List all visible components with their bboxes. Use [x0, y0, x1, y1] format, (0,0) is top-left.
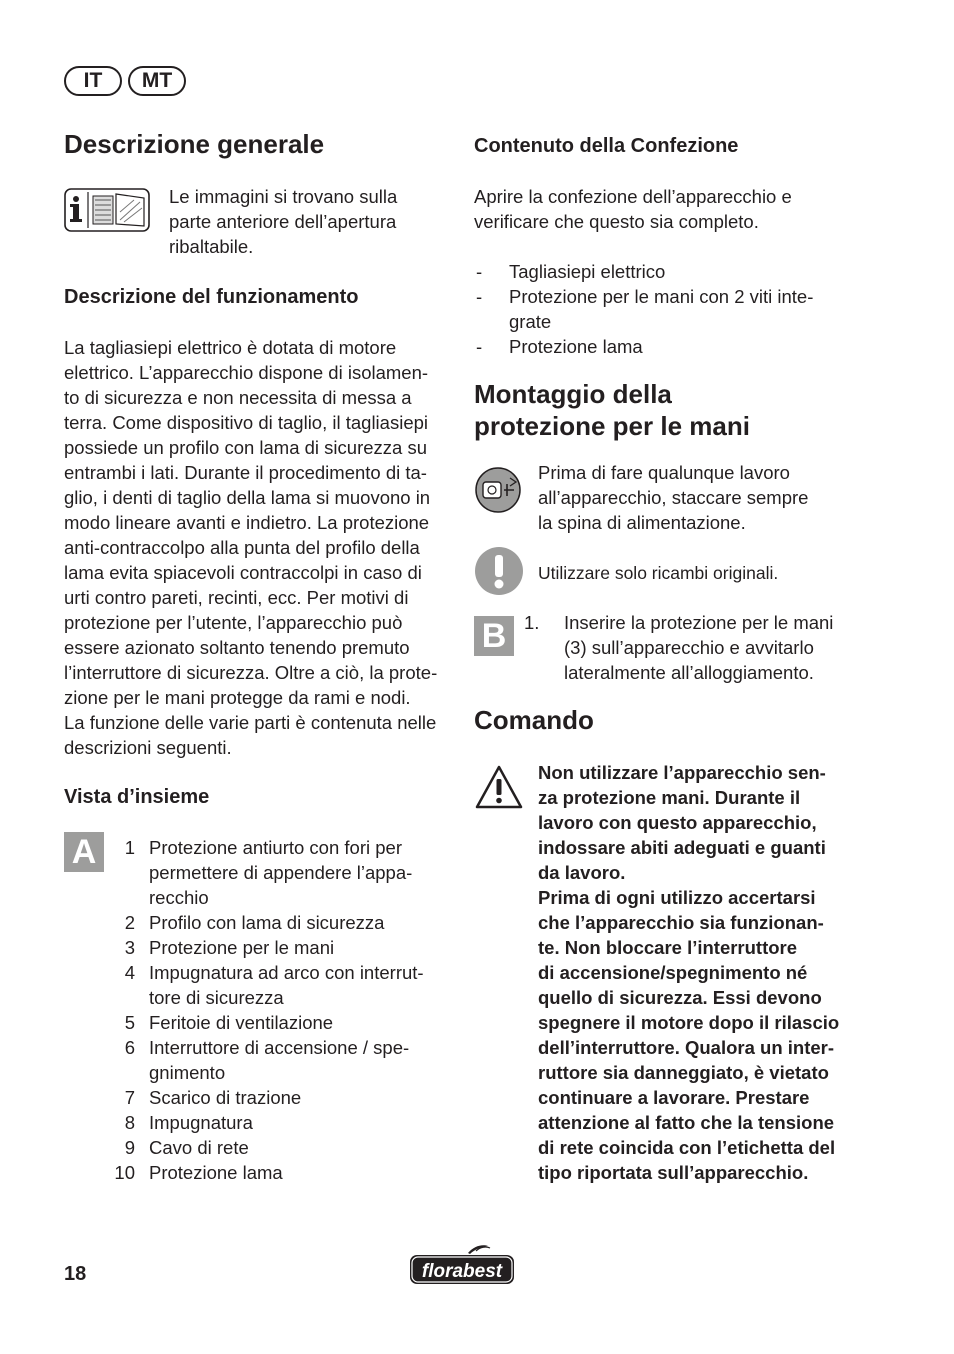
original-parts-note: Utilizzare solo ricambi originali. [538, 563, 779, 583]
list-item: 1 Protezione antiurto con fori per permettere di appendere l’appa- recchio [124, 837, 413, 908]
list-item: - Protezione lama [474, 334, 874, 359]
section-title-operation: Comando [474, 705, 594, 735]
list-item: 7 Scarico di trazione [124, 1087, 302, 1108]
heading-overview: Vista d’insieme [64, 786, 210, 808]
function-description-paragraph: La tagliasiepi elettrico è dotata di motore elettrico. L’apparecchio dispone di isolamen- to di sicurezza e non necessita di messa a terra. Come dispositivo di taglio, il tagliasiepi possiede un profilo con lama di sicurezza su entrambi i lati. Durante il procedimento di ta- glio, i denti di taglio della lama si muovono in modo lineare avanti e indietro. La protezione anti-contraccolpo alla punta del profilo della lama evita spiacevoli contraccolpi in caso di urti contro pareti, recinti, ecc. Per motivi di protezione per l’utente, l’apparecchio può essere azionato soltanto tenendo premuto l’interruttore di sicurezza. Oltre a ciò, la prote- zione per le mani protegge da rami e nodi. La funzione delle varie parti è contenuta nelle descrizioni seguenti. [64, 337, 438, 758]
lang-tag-mt: MT [128, 66, 186, 96]
list-item: 2 Profilo con lama di sicurezza [124, 912, 385, 933]
heading-function-description: Descrizione del funzionamento [64, 286, 359, 308]
list-item: 8 Impugnatura [124, 1112, 253, 1133]
list-item: 9 Cavo di rete [124, 1137, 249, 1158]
lang-tag-it: IT [64, 66, 122, 96]
heading-package-contents: Contenuto della Confezione [474, 135, 739, 157]
florabest-logo [408, 1243, 516, 1292]
package-contents-intro: Aprire la confezione dell’apparecchio e verificare che questo sia completo. [474, 186, 792, 232]
list-item: - Protezione per le mani con 2 viti inte- grate [474, 284, 874, 334]
list-item: 4 Impugnatura ad arco con interrut- tore di sicurezza [124, 962, 424, 1008]
page-number: 18 [64, 1263, 87, 1285]
overview-parts-list [109, 835, 454, 1185]
operation-warning-text: Non utilizzare l’apparecchio sen- za protezione mani. Durante il lavoro con questo apparecchio, indossare abiti adeguati e guanti da lavoro. Prima di ogni utilizzo accertarsi che l’apparecchio sia funzionan- te. Non bloccare l’interruttore di accensione/spegnimento né quello di sicurezza. Essi devono spegnere il motore dopo il rilascio dell’interruttore. Qualora un inter- ruttore sia danneggiato, è vietato continuare a lavorare. Prestare attenzione al fatto che la tensione di rete coincida con l’etichetta del tipo riportata sull’apparecchio. [538, 762, 840, 1183]
list-item: 6 Interruttore di accensione / spe- gnimento [124, 1037, 410, 1083]
info-text: Le immagini si trovano sulla parte anteriore dell’apertura ribaltabile. [169, 186, 398, 257]
list-item: 3 Protezione per le mani [124, 937, 335, 958]
list-item: 10 Protezione lama [114, 1162, 283, 1183]
list-item: 5 Feritoie di ventilazione [124, 1012, 334, 1033]
section-title-mounting: Montaggio della protezione per le mani [474, 379, 750, 441]
section-title-general-description: Descrizione generale [64, 129, 325, 159]
info-book-icon [64, 188, 150, 237]
language-tags [64, 66, 186, 96]
mounting-steps [524, 610, 874, 685]
exclamation-icon [474, 546, 524, 601]
list-item: 1. Inserire la protezione per le mani (3) sull’apparecchio e avvitarlo lateralmente all’alloggiamento. [524, 612, 834, 683]
list-item: - Tagliasiepi elettrico [474, 259, 874, 284]
figure-letter-a: A [64, 832, 104, 872]
package-contents-list [474, 259, 874, 359]
brand-wordmark: florabest [421, 1261, 503, 1282]
warning-triangle-icon [474, 764, 524, 815]
figure-letter-b: B [474, 616, 514, 656]
unplug-note: Prima di fare qualunque lavoro all’apparecchio, staccare sempre la spina di alimentazione. [538, 462, 809, 533]
unplug-icon [474, 466, 522, 519]
